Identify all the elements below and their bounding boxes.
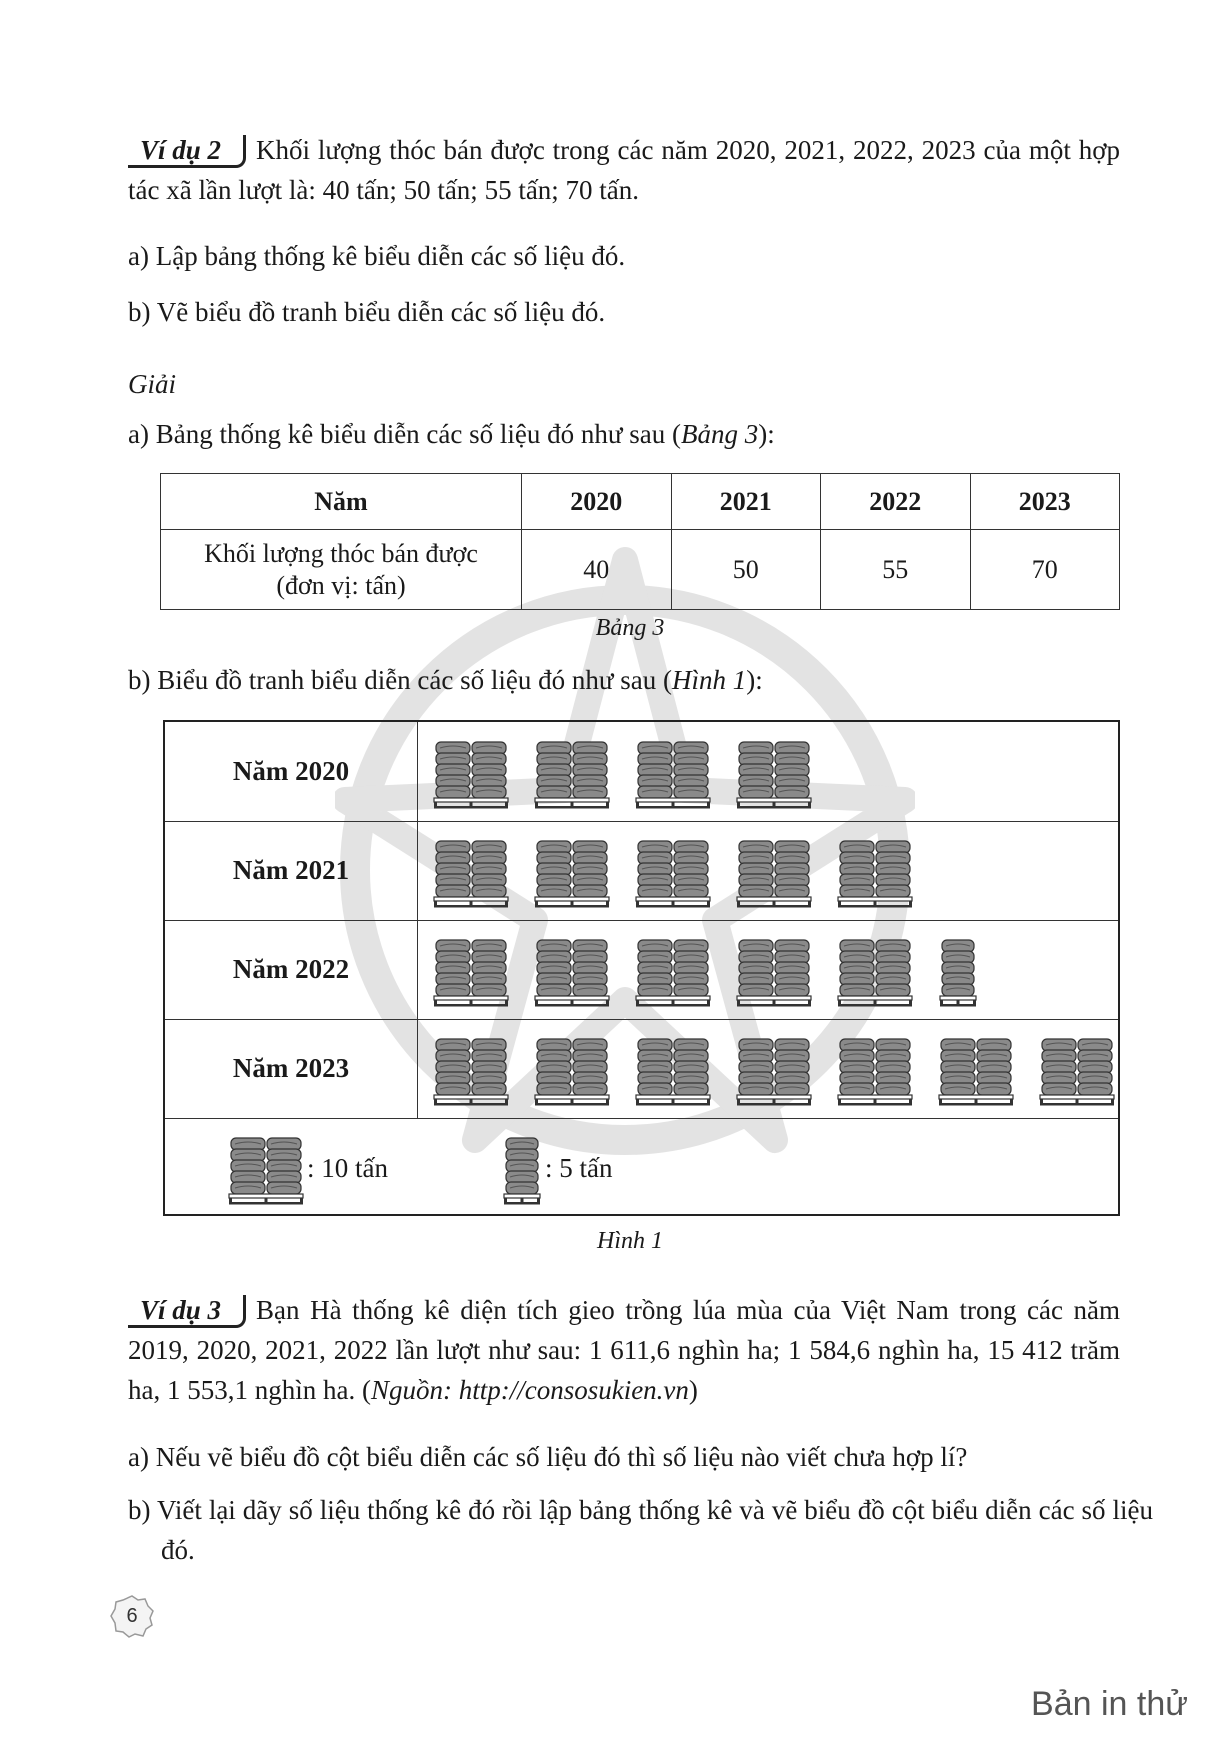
rice-sacks-pallet-icon (735, 1033, 815, 1106)
pictogram-legend (165, 1118, 1118, 1214)
example2-statement (128, 130, 1120, 210)
rice-sacks-pallet-icon (432, 835, 512, 908)
rice-sacks-pallet-icon (836, 835, 916, 908)
rice-sacks-pallet-icon (227, 1132, 307, 1205)
table-header-row (161, 474, 1120, 530)
rice-sacks-pallet-icon (634, 736, 714, 809)
solution-title: Giải (128, 369, 177, 399)
example2-label: Ví dụ 2 (128, 135, 246, 168)
pictogram-icons (418, 1019, 1118, 1118)
rice-sacks-pallet-icon (432, 934, 512, 1007)
table-cell-value: 40 (522, 530, 672, 610)
rice-sacks-pallet-icon (432, 1033, 512, 1106)
legend-item-half (501, 1132, 613, 1205)
pictogram-row-label: Năm 2021 (165, 821, 418, 920)
solution-part-b: b) Biểu đồ tranh biểu diễn các số liệu đó như sau (Hình 1): (128, 665, 763, 695)
example2-part-b: b) Vẽ biểu đồ tranh biểu diễn các số liệu đó. (128, 297, 606, 327)
table-row-label: Khối lượng thóc bán được (đơn vị: tấn) (161, 530, 522, 610)
pictogram-row (165, 722, 1118, 822)
table-cell-value: 50 (671, 530, 821, 610)
legend-half-label: : 5 tấn (545, 1153, 613, 1183)
draft-footer: Bản in thử (1031, 1685, 1188, 1723)
rice-sacks-pallet-icon (533, 934, 613, 1007)
example3-part-b: b) Viết lại dãy số liệu thống kê đó rồi lập bảng thống kê và vẽ biểu đồ cột biểu diễn các số liệu đó. (128, 1495, 1153, 1565)
table-cell-value: 70 (970, 530, 1120, 610)
pictogram-row-label: Năm 2020 (165, 722, 418, 821)
pictogram-row (165, 1019, 1118, 1119)
rice-sacks-pallet-icon (836, 1033, 916, 1106)
rice-sacks-pallet-icon (533, 1033, 613, 1106)
rice-sacks-pallet-icon (634, 835, 714, 908)
rice-sacks-pallet-icon (937, 1033, 1017, 1106)
example2-text: Khối lượng thóc bán được trong các năm 2020, 2021, 2022, 2023 của một hợp tác xã lần lượt là: 40 tấn; 50 tấn; 55 tấn; 70 tấn. (128, 135, 1120, 205)
example3-source: Nguồn: http://consosukien.vn (370, 1375, 689, 1405)
table-caption: Bảng 3 (595, 615, 665, 641)
table-header-year: 2022 (821, 474, 971, 530)
rice-sacks-pallet-icon (735, 736, 815, 809)
table-cell-value: 55 (821, 530, 971, 610)
example2-part-a: a) Lập bảng thống kê biểu diễn các số liệu đó. (128, 241, 626, 271)
example3-part-a: a) Nếu vẽ biểu đồ cột biểu diễn các số liệu đó thì số liệu nào viết chưa hợp lí? (128, 1442, 968, 1472)
pictogram-row-label: Năm 2022 (165, 920, 418, 1019)
rice-sacks-pallet-icon (1038, 1033, 1118, 1106)
table-header-year: 2021 (671, 474, 821, 530)
table-row (161, 530, 1120, 610)
solution-part-a: a) Bảng thống kê biểu diễn các số liệu đó như sau (Bảng 3): (128, 419, 775, 449)
rice-sacks-pallet-icon (735, 934, 815, 1007)
pictogram-row-label: Năm 2023 (165, 1019, 418, 1118)
rice-sack-stack-icon (501, 1132, 545, 1205)
rice-sacks-pallet-icon (533, 736, 613, 809)
table-header-year: 2023 (970, 474, 1120, 530)
pictogram-chart (163, 720, 1120, 1216)
statistics-table (160, 473, 1120, 610)
pictogram-row (165, 821, 1118, 921)
figure-caption: Hình 1 (597, 1228, 663, 1254)
pictogram-icons (418, 722, 1118, 821)
table-header-year: 2020 (522, 474, 672, 530)
rice-sacks-pallet-icon (735, 835, 815, 908)
rice-sacks-pallet-icon (432, 736, 512, 809)
pictogram-icons (418, 821, 1118, 920)
figure-reference: Hình 1 (672, 665, 747, 695)
example3-text: Bạn Hà thống kê diện tích gieo trồng lúa mùa của Việt Nam trong các năm 2019, 2020, 2021, 2022 lần lượt như sau: 1 611,6 nghìn ha; 1 584,6 nghìn ha, 15 412 trăm ha, 1 553,1 nghìn ha. ( (128, 1295, 1120, 1405)
rice-sacks-pallet-icon (533, 835, 613, 908)
example3-statement: Ví dụ 3 Bạn Hà thống kê diện tích gieo trồng lúa mùa của Việt Nam trong các năm 2019, 2020, 2021, 2022 lần lượt như sau: 1 611,6 nghìn ha; 1 584,6 nghìn ha, 15 412 trăm ha, 1 553,1 nghìn ha. (Nguồn: http://consosukien.vn) (128, 1295, 1120, 1405)
table-header-year-label: Năm (161, 474, 522, 530)
rice-sacks-pallet-icon (634, 934, 714, 1007)
rice-sack-stack-icon (937, 934, 981, 1007)
pictogram-icons (418, 920, 1118, 1019)
rice-sacks-pallet-icon (836, 934, 916, 1007)
example3-label: Ví dụ 3 (128, 1295, 246, 1328)
table-reference: Bảng 3 (681, 419, 759, 449)
rice-sacks-pallet-icon (634, 1033, 714, 1106)
legend-item-full (227, 1132, 388, 1205)
legend-full-label: : 10 tấn (307, 1153, 388, 1183)
pictogram-row (165, 920, 1118, 1020)
page-number: 6 (110, 1594, 154, 1638)
